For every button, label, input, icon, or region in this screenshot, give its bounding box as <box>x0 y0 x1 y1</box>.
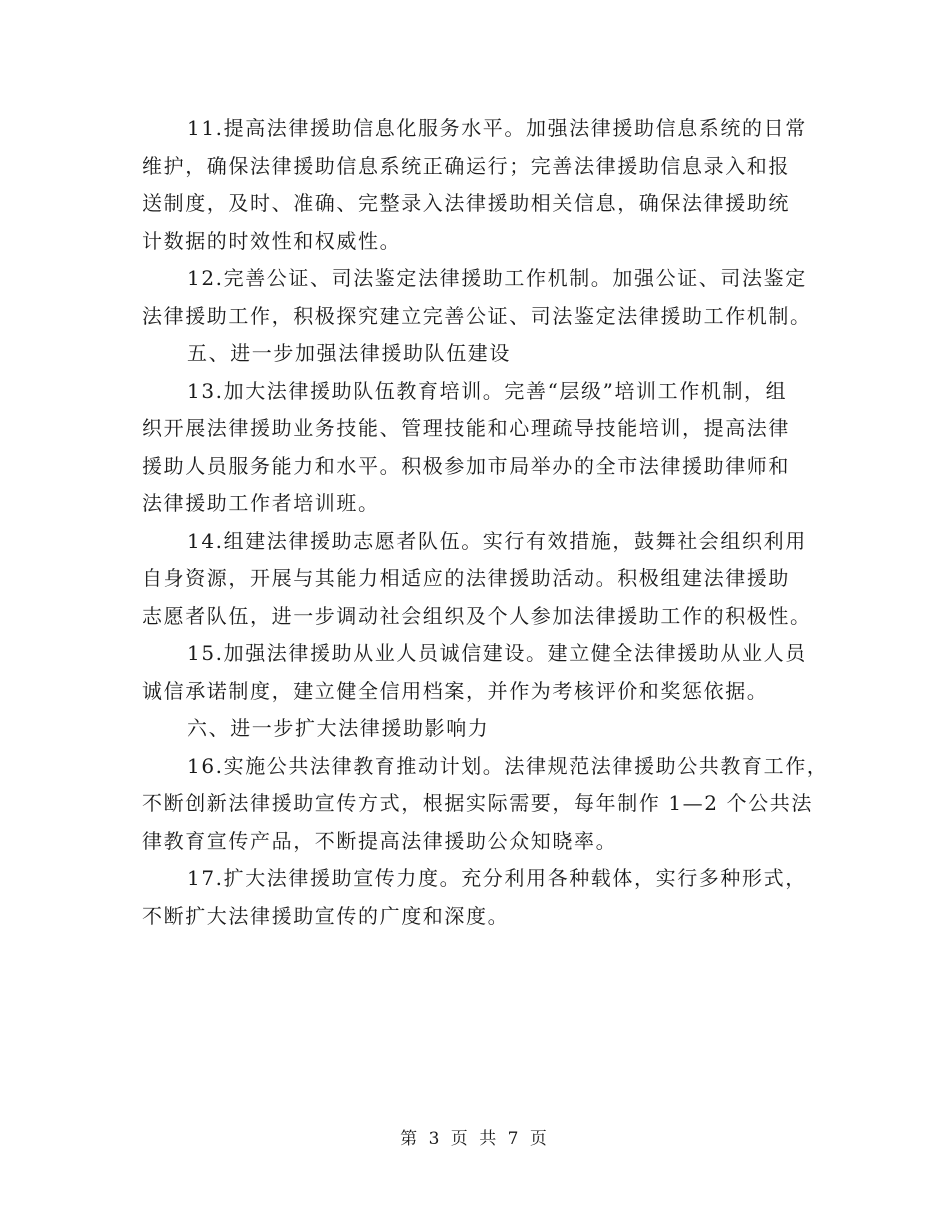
text-line: 法律援助工作，积极探究建立完善公证、司法鉴定法律援助工作机制。 <box>142 303 812 328</box>
document-body <box>142 110 829 935</box>
text-line: 不断扩大法律援助宣传的广度和深度。 <box>142 903 510 928</box>
text-line: 13.加大法律援助队伍教育培训。完善“层级”培训工作机制，组 <box>187 378 788 403</box>
paragraph-item-14 <box>142 523 822 636</box>
text-line: 律教育宣传产品，不断提高法律援助公众知晓率。 <box>142 828 618 853</box>
text-line: 援助人员服务能力和水平。积极参加市局举办的全市法律援助律师和 <box>142 453 790 478</box>
text-line: 法律援助工作者培训班。 <box>142 491 380 515</box>
paragraph-item-15 <box>142 635 822 710</box>
text-line: 15.加强法律援助从业人员诚信建设。建立健全法律援助从业人员 <box>187 641 807 665</box>
text-line: 织开展法律援助业务技能、管理技能和心理疏导技能培训，提高法律 <box>142 416 790 440</box>
text-line: 送制度，及时、准确、完整录入法律援助相关信息，确保法律援助统 <box>142 191 790 215</box>
section-heading-5 <box>142 335 822 373</box>
text-line: 17.扩大法律援助宣传力度。充分利用各种载体，实行多种形式， <box>187 866 807 890</box>
text-line: 自身资源，开展与其能力相适应的法律援助活动。积极组建法律援助 <box>142 566 790 590</box>
paragraph-item-11 <box>142 110 822 260</box>
text-line: 16.实施公共法律教育推动计划。法律规范法律援助公共教育工作， <box>187 753 829 778</box>
text-line: 计数据的时效性和权威性。 <box>142 228 402 253</box>
text-line: 不断创新法律援助宣传方式，根据实际需要，每年制作 1—2 个公共法 <box>142 791 813 815</box>
page-number-footer: 第 3 页 共 7 页 <box>400 1129 550 1149</box>
section-heading-text: 五、进一步加强法律援助队伍建设 <box>187 341 511 365</box>
section-heading-text: 六、进一步扩大法律援助影响力 <box>187 716 490 740</box>
text-line: 12.完善公证、司法鉴定法律援助工作机制。加强公证、司法鉴定 <box>187 266 807 290</box>
section-heading-6 <box>142 710 822 748</box>
paragraph-item-13 <box>142 373 822 523</box>
text-line: 志愿者队伍，进一步调动社会组织及个人参加法律援助工作的积极性。 <box>142 603 812 628</box>
paragraph-item-12 <box>142 260 822 335</box>
text-line: 诚信承诺制度，建立健全信用档案，并作为考核评价和奖惩依据。 <box>142 678 769 703</box>
text-line: 11.提高法律援助信息化服务水平。加强法律援助信息系统的日常 <box>187 116 807 140</box>
paragraph-item-16 <box>142 748 829 861</box>
text-line: 维护，确保法律援助信息系统正确运行；完善法律援助信息录入和报 <box>142 153 790 178</box>
paragraph-item-17 <box>142 860 822 935</box>
text-line: 14.组建法律援助志愿者队伍。实行有效措施，鼓舞社会组织利用 <box>187 528 807 553</box>
